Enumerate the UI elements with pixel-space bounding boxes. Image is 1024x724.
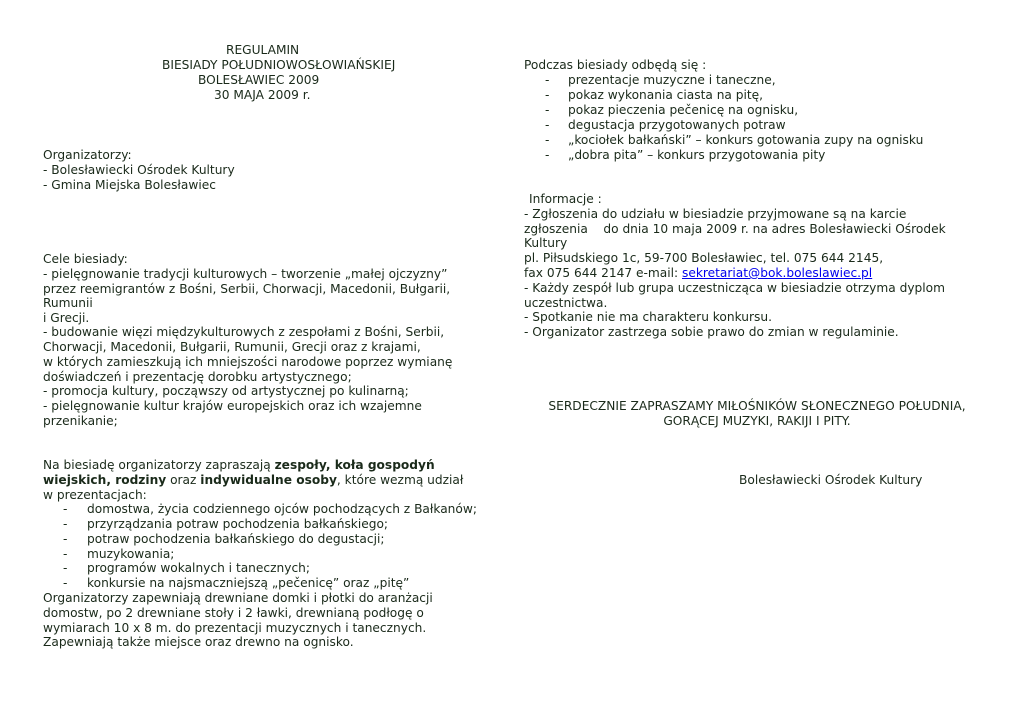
goals-line: przenikanie; [43, 414, 118, 428]
info-line: - Spotkanie nie ma charakteru konkursu. [524, 310, 772, 324]
goals-line: i Grecji. [43, 311, 90, 325]
provision-line: wymiarach 10 x 8 m. do prezentacji muzycznych i tanecznych. [43, 621, 427, 635]
title-date: 30 MAJA 2009 r. [214, 88, 311, 102]
presentation-item: domostwa, życia codziennego ojców pochodzących z Bałkanów; [87, 502, 477, 516]
info-line: Kultury [524, 236, 568, 250]
info-line: - Organizator zastrzega sobie prawo do zmian w regulaminie. [524, 325, 899, 339]
bullet-dash: - [63, 517, 68, 531]
goals-line: - pielęgnowanie kultur krajów europejskich oraz ich wzajemne [43, 399, 422, 413]
presentation-item: muzykowania; [87, 547, 175, 561]
event-item: prezentacje muzyczne i taneczne, [568, 73, 776, 87]
bullet-dash: - [545, 148, 550, 162]
organizers-heading: Organizatorzy: [43, 148, 132, 162]
email-link[interactable]: sekretariat@bok.boleslawiec.pl [682, 266, 873, 280]
invitation-text: oraz [166, 473, 201, 487]
bullet-dash: - [545, 133, 550, 147]
info-line: - Zgłoszenia do udziału w biesiadzie przyjmowane są na karcie [524, 207, 907, 221]
presentation-item: przyrządzania potraw pochodzenia bałkańskiego; [87, 517, 389, 531]
bullet-dash: - [545, 118, 550, 132]
provision-line: domostw, po 2 drewniane stoły i 2 ławki, drewnianą podłogę o [43, 606, 424, 620]
info-address: pl. Piłsudskiego 1c, 59-700 Bolesławiec, tel. 075 644 2145, [524, 251, 884, 265]
presentation-item: konkursie na najsmaczniejszą „pečenicę” oraz „pitę” [87, 576, 410, 590]
bullet-dash: - [63, 547, 68, 561]
provision-line: Zapewniają także miejsce oraz drewno na ognisko. [43, 635, 354, 649]
event-item: pokaz wykonania ciasta na pitę, [568, 88, 764, 102]
fax-text: fax 075 644 2147 e-mail: [524, 266, 682, 280]
invitation-closing: GORĄCEJ MUZYKI, RAKIJI I PITY. [663, 414, 851, 428]
bullet-dash: - [63, 561, 68, 575]
invitation-line-3: w prezentacjach: [43, 488, 147, 502]
goals-line: - pielęgnowanie tradycji kulturowych – tworzenie „małej ojczyzny” [43, 267, 448, 281]
invitation-bold-families: wiejskich, rodziny [43, 473, 167, 487]
title-regulamin: REGULAMIN [226, 43, 300, 57]
info-line: zgłoszenia do dnia 10 maja 2009 r. na adres Bolesławiecki Ośrodek [524, 222, 946, 236]
bullet-dash: - [63, 576, 68, 590]
goals-heading: Cele biesiady: [43, 252, 128, 266]
goals-line: Chorwacji, Macedonii, Bułgarii, Rumunii, Grecji oraz z krajami, [43, 340, 421, 354]
events-heading: Podczas biesiady odbędą się : [524, 58, 707, 72]
goals-line: - promocja kultury, począwszy od artystycznej po kulinarną; [43, 384, 409, 398]
goals-line: - budowanie więzi międzykulturowych z zespołami z Bośni, Serbii, [43, 325, 445, 339]
info-line: - Każdy zespół lub grupa uczestnicząca w biesiadzie otrzyma dyplom [524, 281, 945, 295]
invitation-closing: SERDECZNIE ZAPRASZAMY MIŁOŚNIKÓW SŁONECZNEGO POŁUDNIA, [548, 399, 966, 413]
invitation-text: , które wezmą udział [336, 473, 464, 487]
bullet-dash: - [545, 73, 550, 87]
organizer-item: - Gmina Miejska Bolesławiec [43, 178, 216, 192]
invitation-bold-individuals: indywidualne osoby [200, 473, 337, 487]
goals-line: przez reemigrantów z Bośni, Serbii, Chorwacji, Macedonii, Bułgarii, [43, 282, 451, 296]
presentation-item: programów wokalnych i tanecznych; [87, 561, 310, 575]
goals-line: doświadczeń i prezentację dorobku artystycznego; [43, 370, 352, 384]
event-item: pokaz pieczenia pečenicę na ognisku, [568, 103, 799, 117]
invitation-bold-groups: zespoły, koła gospodyń [274, 458, 435, 472]
bullet-dash: - [63, 532, 68, 546]
event-item: „kociołek bałkański” – konkurs gotowania zupy na ognisku [568, 133, 924, 147]
bullet-dash: - [63, 502, 68, 516]
invitation-text: Na biesiadę organizatorzy zapraszają [43, 458, 275, 472]
presentation-item: potraw pochodzenia bałkańskiego do degustacji; [87, 532, 385, 546]
bullet-dash: - [545, 88, 550, 102]
goals-line: w których zamieszkują ich mniejszości narodowe poprzez wymianę [43, 355, 453, 369]
organizer-item: - Bolesławiecki Ośrodek Kultury [43, 163, 235, 177]
signature: Bolesławiecki Ośrodek Kultury [739, 473, 923, 487]
invitation-line-1 [43, 458, 435, 473]
provision-line: Organizatorzy zapewniają drewniane domki i płotki do aranżacji [43, 591, 433, 605]
event-item: degustacja przygotowanych potraw [568, 118, 786, 132]
info-contact [524, 266, 872, 281]
goals-line: Rumunii [43, 296, 93, 310]
title-event-name: BIESIADY POŁUDNIOWOSŁOWIAŃSKIEJ [162, 58, 396, 72]
title-location-year: BOLESŁAWIEC 2009 [198, 73, 320, 87]
info-heading: Informacje : [529, 192, 602, 206]
invitation-line-2 [43, 473, 463, 488]
event-item: „dobra pita” – konkurs przygotowania pity [568, 148, 826, 162]
info-line: uczestnictwa. [524, 296, 608, 310]
bullet-dash: - [545, 103, 550, 117]
